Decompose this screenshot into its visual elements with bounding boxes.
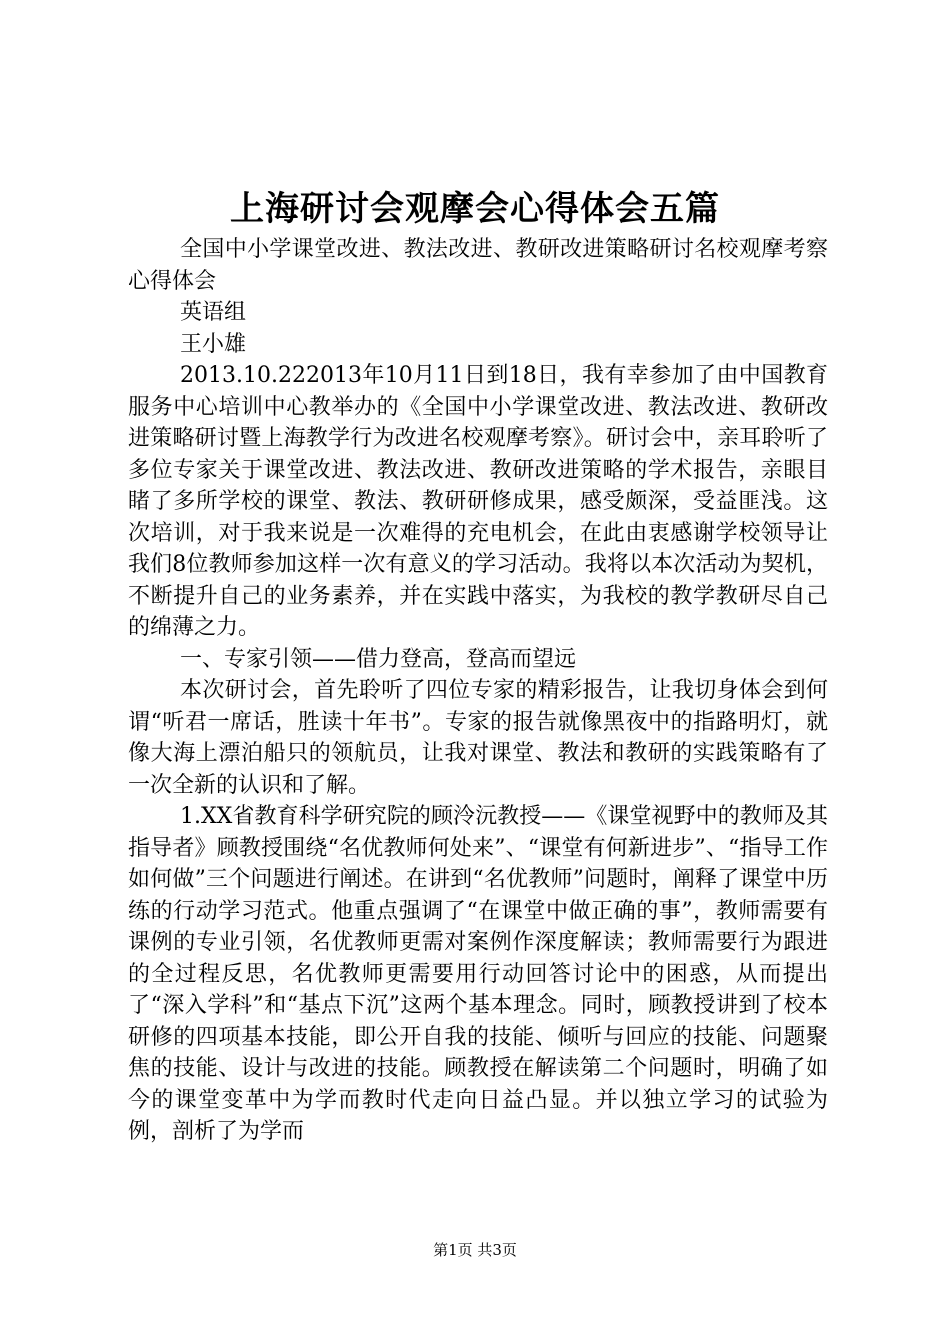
- document-body: [128, 234, 828, 1148]
- paragraph-author: 王小雄: [180, 331, 247, 357]
- paragraph-subtitle: 全国中小学课堂改进、教法改进、教研改进策略研讨名校观摩考察心得体会: [128, 237, 828, 294]
- paragraph-section-heading: 一、专家引领——借力登高，登高而望远: [180, 646, 577, 672]
- page-number-footer: 第1页 共3页: [433, 1241, 517, 1259]
- paragraph-section-body: 本次研讨会，首先聆听了四位专家的精彩报告，让我切身体会到何谓“听君一席话，胜读十年书”。专家的报告就像黑夜中的指路明灯，就像大海上漂泊船只的领航员，让我对课堂、教法和教研的实践策略有了一次全新的认识和了解。: [128, 678, 828, 798]
- paragraph-group: 英语组: [180, 300, 247, 325]
- document-title: 上海研讨会观摩会心得体会五篇: [230, 189, 720, 229]
- paragraph-expert-1: 1.XX省教育科学研究院的顾泠沅教授——《课堂视野中的教师及其指导者》顾教授围绕“名优教师何处来”、“课堂有何新进步”、“指导工作如何做”三个问题进行阐述。在讲到“名优教师”问题时，阐释了课堂中历练的行动学习范式。他重点强调了“在课堂中做正确的事”，教师需要有课例的专业引领，名优教师更需对案例作深度解读；教师需要行为跟进的全过程反思，名优教师更需要用行动回答讨论中的困惑，从而提出了“深入学科”和“基点下沉”这两个基本理念。同时，顾教授讲到了校本研修的四项基本技能，即公开自我的技能、倾听与回应的技能、问题聚焦的技能、设计与改进的技能。顾教授在解读第二个问题时，明确了如今的课堂变革中为学而教时代走向日益凸显。并以独立学习的试验为例，剖析了为学而: [128, 804, 828, 1144]
- paragraph-intro: 2013.10.222013年10月11日到18日，我有幸参加了由中国教育服务中心培训中心教举办的《全国中小学课堂改进、教法改进、教研改进策略研讨暨上海教学行为改进名校观摩考察》。研讨会中，亲耳聆听了多位专家关于课堂改进、教法改进、教研改进策略的学术报告，亲眼目睹了多所学校的课堂、教法、教研研修成果，感受颇深，受益匪浅。这次培训，对于我来说是一次难得的充电机会，在此由衷感谢学校领导让我们8位教师参加这样一次有意义的学习活动。我将以本次活动为契机，不断提升自己的业务素养，并在实践中落实，为我校的教学教研尽自己的绵薄之力。: [128, 363, 828, 640]
